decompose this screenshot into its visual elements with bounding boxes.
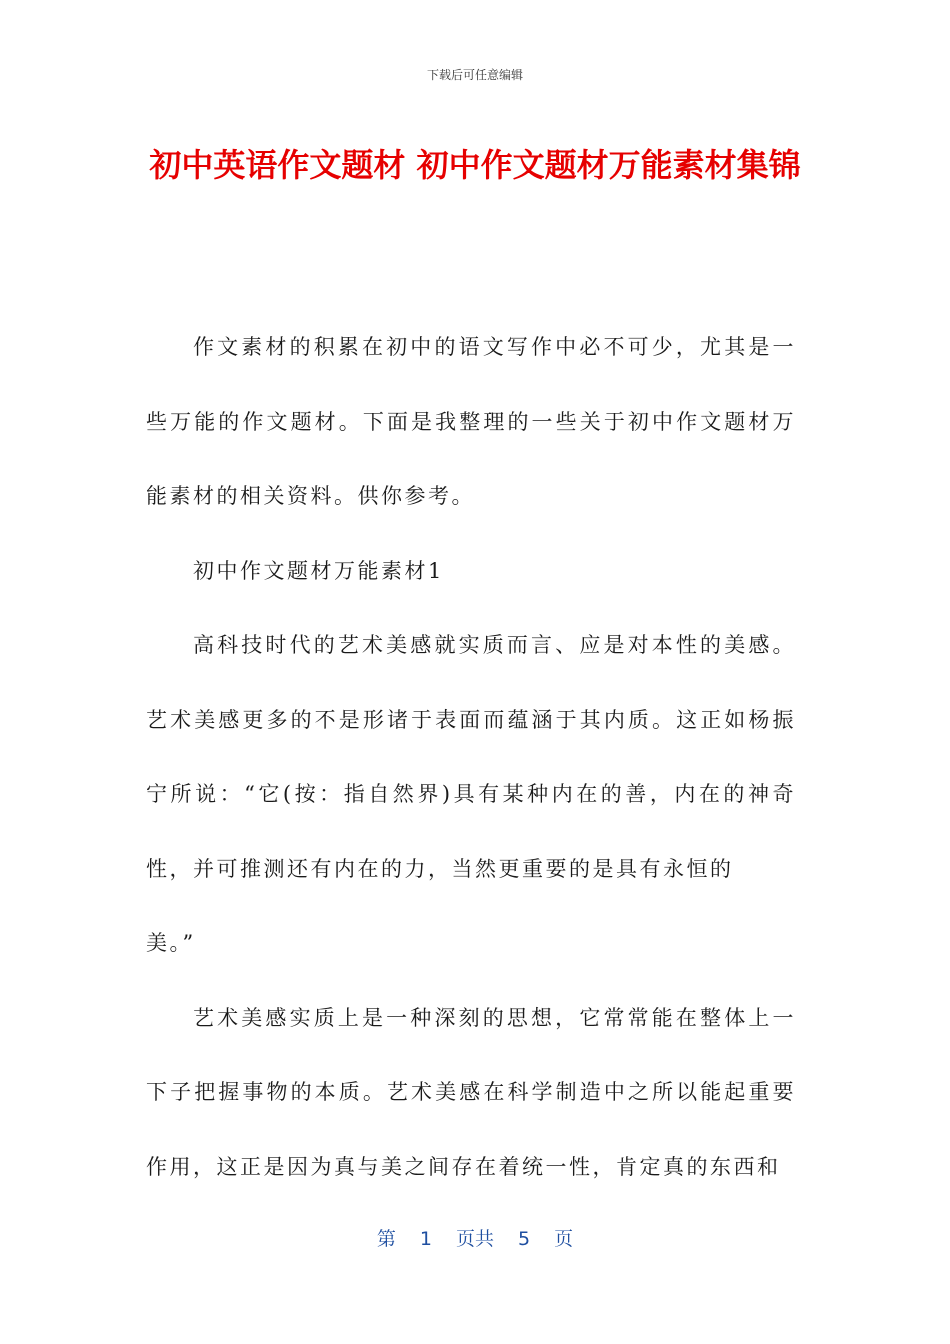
document-title: 初中英语作文题材 初中作文题材万能素材集锦 (149, 146, 801, 184)
page-number: 第 1 页共 5 页 (376, 1228, 574, 1250)
paragraph-intro: 作文素材的积累在初中的语文写作中必不可少，尤其是一些万能的作文题材。下面是我整理的一些关于初中作文题材万能素材的相关资料。供你参考。 (146, 335, 796, 508)
header-note: 下载后可任意编辑 (426, 68, 523, 82)
section-heading: 初中作文题材万能素材1 (193, 558, 444, 583)
document-body (146, 310, 796, 1204)
paragraph-art-beauty: 高科技时代的艺术美感就实质而言、应是对本性的美感。艺术美感更多的不是形诸于表面而蕴涵于其内质。这正如杨振宁所说：“它(按：指自然界)具有某种内在的善，内在的神奇性，并可推测还有内在的力，当然更重要的是具有永恒的 (146, 633, 796, 881)
paragraph-art-essence: 艺术美感实质上是一种深刻的思想，它常常能在整体上一下子把握事物的本质。艺术美感在科学制造中之所以能起重要作用，这正是因为真与美之间存在着统一性，肯定真的东西和 (146, 1005, 796, 1179)
paragraph-continuation: 美。” (146, 931, 196, 955)
